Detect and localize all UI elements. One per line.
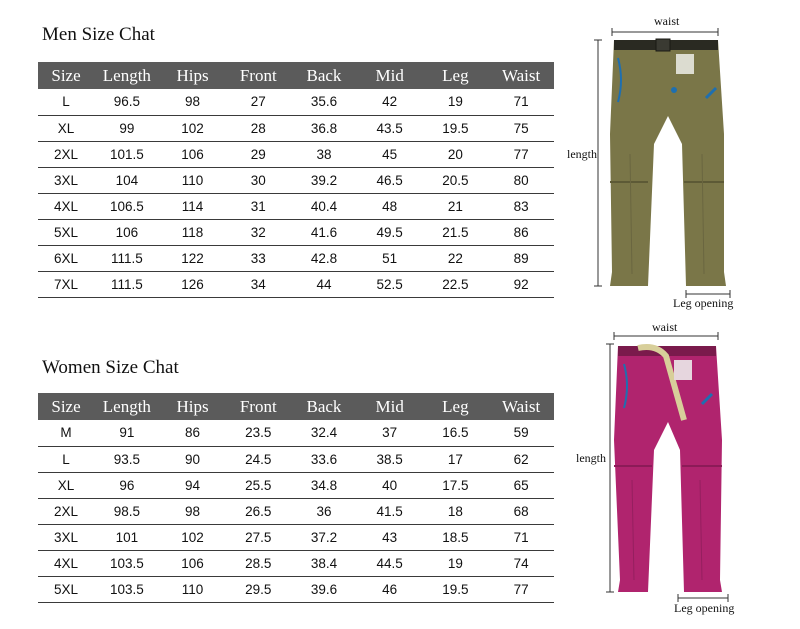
table-cell: 65 bbox=[488, 472, 554, 498]
table-cell: 75 bbox=[488, 115, 554, 141]
table-cell: 102 bbox=[160, 524, 226, 550]
column-header-size: Size bbox=[38, 62, 94, 89]
table-cell: 77 bbox=[488, 141, 554, 167]
table-cell: 49.5 bbox=[357, 219, 423, 245]
table-cell: 42 bbox=[357, 89, 423, 115]
table-cell: 21.5 bbox=[423, 219, 489, 245]
table-cell: 52.5 bbox=[357, 271, 423, 297]
table-cell: 96.5 bbox=[94, 89, 160, 115]
table-cell: 44 bbox=[291, 271, 357, 297]
table-cell: 39.2 bbox=[291, 167, 357, 193]
table-row bbox=[38, 219, 554, 245]
table-cell: 29 bbox=[225, 141, 291, 167]
men-size-table bbox=[38, 62, 554, 298]
table-cell: 111.5 bbox=[94, 245, 160, 271]
table-cell: 26.5 bbox=[225, 498, 291, 524]
table-cell: 103.5 bbox=[94, 576, 160, 602]
table-cell: 43.5 bbox=[357, 115, 423, 141]
column-header-leg: Leg bbox=[423, 62, 489, 89]
table-cell: 96 bbox=[94, 472, 160, 498]
table-cell: 83 bbox=[488, 193, 554, 219]
table-header-row bbox=[38, 393, 554, 420]
table-cell: 19 bbox=[423, 89, 489, 115]
length-label: length bbox=[567, 147, 597, 161]
table-cell: 28.5 bbox=[225, 550, 291, 576]
table-cell: L bbox=[38, 446, 94, 472]
table-cell: 106 bbox=[160, 141, 226, 167]
table-cell: 17.5 bbox=[423, 472, 489, 498]
table-cell: 36.8 bbox=[291, 115, 357, 141]
table-cell: 59 bbox=[488, 420, 554, 446]
column-header-front: Front bbox=[225, 393, 291, 420]
table-cell: 42.8 bbox=[291, 245, 357, 271]
table-cell: 39.6 bbox=[291, 576, 357, 602]
table-cell: 71 bbox=[488, 89, 554, 115]
table-cell: 4XL bbox=[38, 550, 94, 576]
table-row bbox=[38, 420, 554, 446]
table-cell: 35.6 bbox=[291, 89, 357, 115]
table-cell: 7XL bbox=[38, 271, 94, 297]
table-cell: 40 bbox=[357, 472, 423, 498]
table-cell: 104 bbox=[94, 167, 160, 193]
table-cell: 46 bbox=[357, 576, 423, 602]
table-cell: 20.5 bbox=[423, 167, 489, 193]
table-cell: 19.5 bbox=[423, 576, 489, 602]
table-cell: 77 bbox=[488, 576, 554, 602]
table-cell: 3XL bbox=[38, 167, 94, 193]
table-cell: 48 bbox=[357, 193, 423, 219]
table-cell: 94 bbox=[160, 472, 226, 498]
waist-label: waist bbox=[652, 320, 678, 334]
waist-label: waist bbox=[654, 14, 680, 28]
men-pants-image bbox=[590, 24, 750, 306]
table-cell: 89 bbox=[488, 245, 554, 271]
table-cell: 71 bbox=[488, 524, 554, 550]
table-cell: 98 bbox=[160, 89, 226, 115]
table-cell: 38.4 bbox=[291, 550, 357, 576]
table-cell: 29.5 bbox=[225, 576, 291, 602]
table-cell: 103.5 bbox=[94, 550, 160, 576]
table-cell: 101 bbox=[94, 524, 160, 550]
table-row bbox=[38, 498, 554, 524]
table-cell: 5XL bbox=[38, 219, 94, 245]
table-cell: L bbox=[38, 89, 94, 115]
table-cell: 33.6 bbox=[291, 446, 357, 472]
table-cell: 36 bbox=[291, 498, 357, 524]
table-cell: 92 bbox=[488, 271, 554, 297]
table-cell: 32.4 bbox=[291, 420, 357, 446]
table-cell: 68 bbox=[488, 498, 554, 524]
table-cell: 19.5 bbox=[423, 115, 489, 141]
table-cell: 106.5 bbox=[94, 193, 160, 219]
column-header-back: Back bbox=[291, 62, 357, 89]
table-cell: 28 bbox=[225, 115, 291, 141]
table-cell: 93.5 bbox=[94, 446, 160, 472]
table-cell: 46.5 bbox=[357, 167, 423, 193]
table-cell: 22 bbox=[423, 245, 489, 271]
table-cell: 51 bbox=[357, 245, 423, 271]
column-header-front: Front bbox=[225, 62, 291, 89]
table-cell: 37.2 bbox=[291, 524, 357, 550]
table-cell: 27.5 bbox=[225, 524, 291, 550]
table-row bbox=[38, 472, 554, 498]
table-cell: 110 bbox=[160, 167, 226, 193]
table-row bbox=[38, 271, 554, 297]
table-cell: 23.5 bbox=[225, 420, 291, 446]
table-row bbox=[38, 193, 554, 219]
leg-opening-label: Leg opening bbox=[674, 601, 735, 615]
table-cell: 101.5 bbox=[94, 141, 160, 167]
table-cell: 27 bbox=[225, 89, 291, 115]
table-cell: 80 bbox=[488, 167, 554, 193]
table-cell: 98 bbox=[160, 498, 226, 524]
table-row bbox=[38, 141, 554, 167]
table-cell: 18 bbox=[423, 498, 489, 524]
table-cell: XL bbox=[38, 115, 94, 141]
table-cell: 38 bbox=[291, 141, 357, 167]
table-cell: 6XL bbox=[38, 245, 94, 271]
column-header-hips: Hips bbox=[160, 393, 226, 420]
men-size-chart-title: Men Size Chat bbox=[42, 24, 155, 45]
table-cell: 33 bbox=[225, 245, 291, 271]
table-cell: 102 bbox=[160, 115, 226, 141]
table-cell: 118 bbox=[160, 219, 226, 245]
table-cell: 41.6 bbox=[291, 219, 357, 245]
column-header-back: Back bbox=[291, 393, 357, 420]
women-size-table bbox=[38, 393, 554, 603]
table-cell: 99 bbox=[94, 115, 160, 141]
table-cell: 34 bbox=[225, 271, 291, 297]
table-cell: 74 bbox=[488, 550, 554, 576]
table-cell: 3XL bbox=[38, 524, 94, 550]
table-cell: 30 bbox=[225, 167, 291, 193]
column-header-length: Length bbox=[94, 62, 160, 89]
table-row bbox=[38, 115, 554, 141]
table-cell: 37 bbox=[357, 420, 423, 446]
table-cell: 43 bbox=[357, 524, 423, 550]
table-row bbox=[38, 89, 554, 115]
table-cell: 110 bbox=[160, 576, 226, 602]
table-cell: 98.5 bbox=[94, 498, 160, 524]
table-cell: 122 bbox=[160, 245, 226, 271]
women-size-chart-title: Women Size Chat bbox=[42, 357, 179, 378]
table-cell: 24.5 bbox=[225, 446, 291, 472]
column-header-mid: Mid bbox=[357, 393, 423, 420]
table-cell: 38.5 bbox=[357, 446, 423, 472]
table-cell: 2XL bbox=[38, 498, 94, 524]
table-row bbox=[38, 524, 554, 550]
table-cell: 91 bbox=[94, 420, 160, 446]
table-cell: 111.5 bbox=[94, 271, 160, 297]
table-row bbox=[38, 550, 554, 576]
table-row bbox=[38, 446, 554, 472]
table-cell: 2XL bbox=[38, 141, 94, 167]
table-cell: 22.5 bbox=[423, 271, 489, 297]
column-header-leg: Leg bbox=[423, 393, 489, 420]
column-header-mid: Mid bbox=[357, 62, 423, 89]
women-pants-image bbox=[596, 330, 756, 612]
table-cell: 44.5 bbox=[357, 550, 423, 576]
table-cell: 41.5 bbox=[357, 498, 423, 524]
column-header-hips: Hips bbox=[160, 62, 226, 89]
column-header-waist: Waist bbox=[488, 62, 554, 89]
leg-opening-label: Leg opening bbox=[673, 296, 734, 310]
table-cell: 45 bbox=[357, 141, 423, 167]
table-header-row bbox=[38, 62, 554, 89]
table-cell: 32 bbox=[225, 219, 291, 245]
table-cell: 19 bbox=[423, 550, 489, 576]
table-cell: 31 bbox=[225, 193, 291, 219]
column-header-size: Size bbox=[38, 393, 94, 420]
table-cell: 126 bbox=[160, 271, 226, 297]
table-cell: 18.5 bbox=[423, 524, 489, 550]
table-cell: 114 bbox=[160, 193, 226, 219]
table-cell: 20 bbox=[423, 141, 489, 167]
column-header-waist: Waist bbox=[488, 393, 554, 420]
table-cell: 86 bbox=[160, 420, 226, 446]
table-cell: 4XL bbox=[38, 193, 94, 219]
table-cell: 34.8 bbox=[291, 472, 357, 498]
table-cell: 25.5 bbox=[225, 472, 291, 498]
length-label: length bbox=[576, 451, 606, 465]
column-header-length: Length bbox=[94, 393, 160, 420]
table-row bbox=[38, 576, 554, 602]
table-cell: 5XL bbox=[38, 576, 94, 602]
table-cell: 17 bbox=[423, 446, 489, 472]
table-cell: XL bbox=[38, 472, 94, 498]
table-cell: M bbox=[38, 420, 94, 446]
table-cell: 106 bbox=[94, 219, 160, 245]
table-cell: 40.4 bbox=[291, 193, 357, 219]
table-cell: 16.5 bbox=[423, 420, 489, 446]
table-row bbox=[38, 167, 554, 193]
table-cell: 86 bbox=[488, 219, 554, 245]
table-cell: 106 bbox=[160, 550, 226, 576]
table-cell: 21 bbox=[423, 193, 489, 219]
table-row bbox=[38, 245, 554, 271]
table-cell: 90 bbox=[160, 446, 226, 472]
table-cell: 62 bbox=[488, 446, 554, 472]
